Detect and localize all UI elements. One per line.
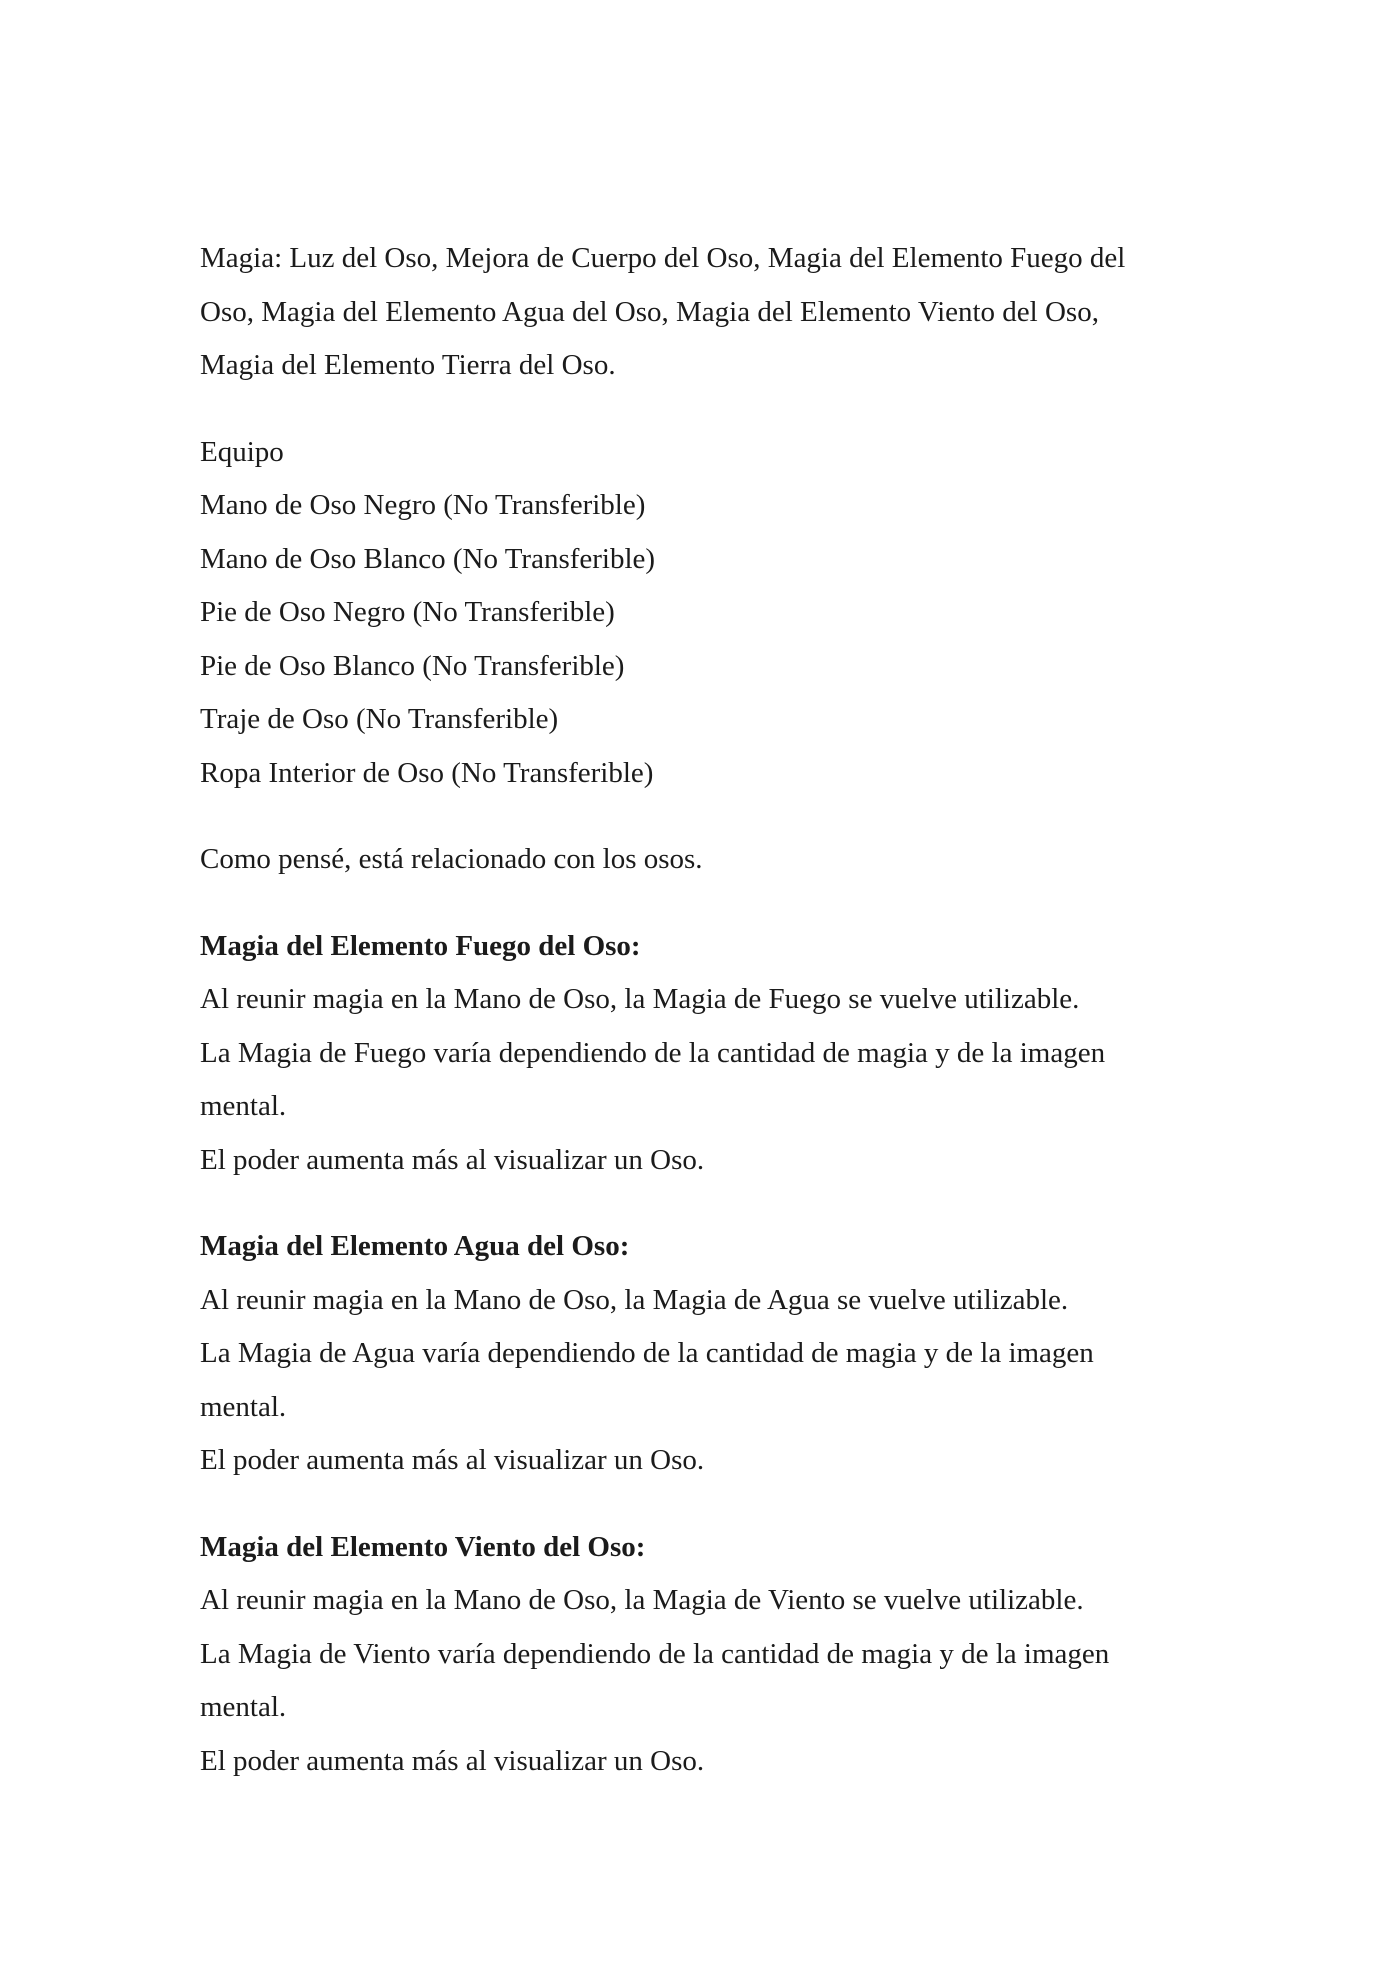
equipment-title: Equipo xyxy=(200,435,284,468)
text-line: El poder aumenta más al visualizar un Oso. xyxy=(200,1143,705,1176)
water-magic-section xyxy=(200,1220,1200,1488)
text-line: Al reunir magia en la Mano de Oso, la Magia de Agua se vuelve utilizable. xyxy=(200,1283,1069,1316)
text-line: El poder aumenta más al visualizar un Oso. xyxy=(200,1444,705,1476)
wind-magic-section xyxy=(200,1521,1200,1789)
equipment-item: Mano de Oso Blanco (No Transferible) xyxy=(200,542,656,575)
text-line: mental. xyxy=(200,1090,287,1122)
equipment-item: Traje de Oso (No Transferible) xyxy=(200,703,559,735)
document-page xyxy=(200,232,1200,1821)
section-heading: Magia del Elemento Agua del Oso: xyxy=(200,1230,630,1262)
text-line: Magia: Luz del Oso, Mejora de Cuerpo del Oso, Magia del Elemento Fuego del xyxy=(200,242,1126,274)
text-line: Al reunir magia en la Mano de Oso, la Magia de Viento se vuelve utilizable. xyxy=(200,1584,1084,1616)
equipment-item: Pie de Oso Blanco (No Transferible) xyxy=(200,649,625,682)
text-line: Magia del Elemento Tierra del Oso. xyxy=(200,349,616,381)
equipment-item: Ropa Interior de Oso (No Transferible) xyxy=(200,756,654,789)
text-line: El poder aumenta más al visualizar un Oso. xyxy=(200,1744,705,1777)
fire-magic-section xyxy=(200,920,1200,1188)
equipment-list xyxy=(200,426,1200,801)
text-line: La Magia de Viento varía dependiendo de la cantidad de magia y de la imagen xyxy=(200,1637,1110,1670)
text-line: Al reunir magia en la Mano de Oso, la Magia de Fuego se vuelve utilizable. xyxy=(200,983,1080,1015)
remark-text: Como pensé, está relacionado con los osos. xyxy=(200,843,703,875)
text-line: mental. xyxy=(200,1691,287,1723)
section-heading: Magia del Elemento Viento del Oso: xyxy=(200,1530,646,1563)
text-line: Oso, Magia del Elemento Agua del Oso, Magia del Elemento Viento del Oso, xyxy=(200,295,1099,328)
section-heading: Magia del Elemento Fuego del Oso: xyxy=(200,929,641,962)
text-line: mental. xyxy=(200,1390,287,1423)
magic-list-paragraph xyxy=(200,232,1200,393)
equipment-item: Mano de Oso Negro (No Transferible) xyxy=(200,489,646,521)
text-line: La Magia de Agua varía dependiendo de la cantidad de magia y de la imagen xyxy=(200,1337,1094,1369)
equipment-item: Pie de Oso Negro (No Transferible) xyxy=(200,596,615,628)
text-line: La Magia de Fuego varía dependiendo de la cantidad de magia y de la imagen xyxy=(200,1036,1106,1069)
remark-paragraph xyxy=(200,833,1200,887)
